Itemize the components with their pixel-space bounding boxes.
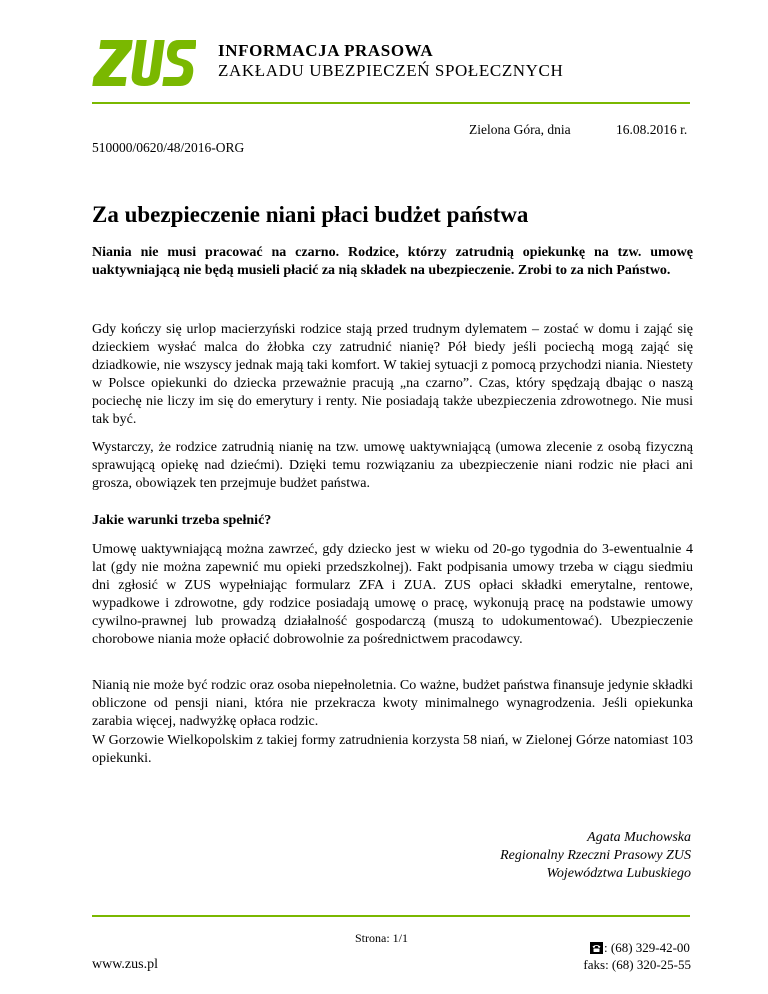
body-paragraph-4: Nianią nie może być rodzic oraz osoba niepełnoletnia. Co ważne, budżet państwa finansuje jedynie składki obliczone od pensji niani, która nie przekracza kwoty minimalnego wynagrodzenia. Jeśli opiekunka zarabia więcej, nadwyżkę opłaca rodzic.: [92, 678, 693, 729]
document-date: 16.08.2016 r.: [616, 122, 688, 137]
page-number: Strona: 1/1: [355, 931, 408, 945]
signature-role: Regionalny Rzeczni Prasowy ZUS: [500, 848, 691, 863]
header-subtitle: ZAKŁADU UBEZPIECZEŃ SPOŁECZNYCH: [218, 61, 564, 80]
footer-divider: [92, 915, 690, 917]
reference-number: 510000/0620/48/2016-ORG: [92, 140, 245, 155]
phone-icon: [590, 942, 603, 954]
header-title: INFORMACJA PRASOWA: [218, 41, 434, 60]
body-paragraph-1: Gdy kończy się urlop macierzyński rodzice stają przed trudnym dylematem – zostać w domu i zająć się dzieckiem wysłać malca do żłobka czy zatrudnić nianię? Pół biedy jeśli pociechą mogą zająć się dziadkowie, nie wszyscy jednak mają taki komfort. W takiej sytuacji z pomocą przychodzi niania. Niestety w Polsce opiekunki do dziecka przeważnie pracują „na czarno”. Czas, który spędzają dbając o naszą pociechę nie liczy im się do emerytury i renty. Nie posiadają także ubezpieczenia zdrowotnego. Nie musi tak być.: [92, 322, 693, 427]
body-paragraph-3: Umowę uaktywniającą można zawrzeć, gdy dziecko jest w wieku od 20-go tygodnia do 3-ewentualnie 4 lat (gdy nie można zapewnić mu opieki przedszkolnej). Fakt podpisania umowy trzeba w ciągu siedmiu dni zgłosić w ZUS wypełniając formularz ZFA i ZUA. ZUS opłaci składki emerytalne, rentowe, wypadkowe i zdrowotne, gdy rodzice posiadają umowę o pracę, wykonują pracę na podstawie umowy cywilno-prawnej lub prowadzą działalność gospodarczą (muszą to udokumentować). Ubezpieczenie chorobowe niania może opłacić dobrowolnie za pośrednictwem pracodawcy.: [92, 542, 693, 647]
signature-region: Województwa Lubuskiego: [546, 866, 691, 881]
phone-number: : (68) 329-42-00: [604, 940, 690, 955]
body-paragraph-2: Wystarczy, że rodzice zatrudnią nianię na tzw. umowę uaktywniającą (umowa zlecenie z osobą fizyczną sprawującą opiekę nad dziećmi). Dzięki temu rozwiązaniu za ubezpieczenie niani rodzic nie płaci ani grosza, obowiązek ten przejmuje budżet państwa.: [92, 440, 693, 491]
signature-name: Agata Muchowska: [587, 830, 691, 845]
header-divider: [92, 102, 690, 104]
lead-paragraph: Niania nie musi pracować na czarno. Rodzice, którzy zatrudnią opiekunkę na tzw. umowę uaktywniającą nie będą musieli płacić za nią składek na ubezpieczenie. Zrobi to za nich Państwo.: [92, 245, 693, 278]
article-title: Za ubezpieczenie niani płaci budżet państwa: [92, 202, 529, 227]
place-label: Zielona Góra, dnia: [469, 122, 571, 137]
fax-number: faks: (68) 320-25-55: [583, 957, 691, 972]
website-link[interactable]: www.zus.pl: [92, 957, 158, 972]
zus-logo: [92, 38, 196, 88]
subheading: Jakie warunki trzeba spełnić?: [92, 513, 272, 528]
phone-line: [590, 940, 690, 956]
zus-logo-graphic: [92, 38, 196, 88]
body-paragraph-5: W Gorzowie Wielkopolskim z takiej formy zatrudnienia korzysta 58 niań, w Zielonej Górze natomiast 103 opiekunki.: [92, 733, 693, 766]
